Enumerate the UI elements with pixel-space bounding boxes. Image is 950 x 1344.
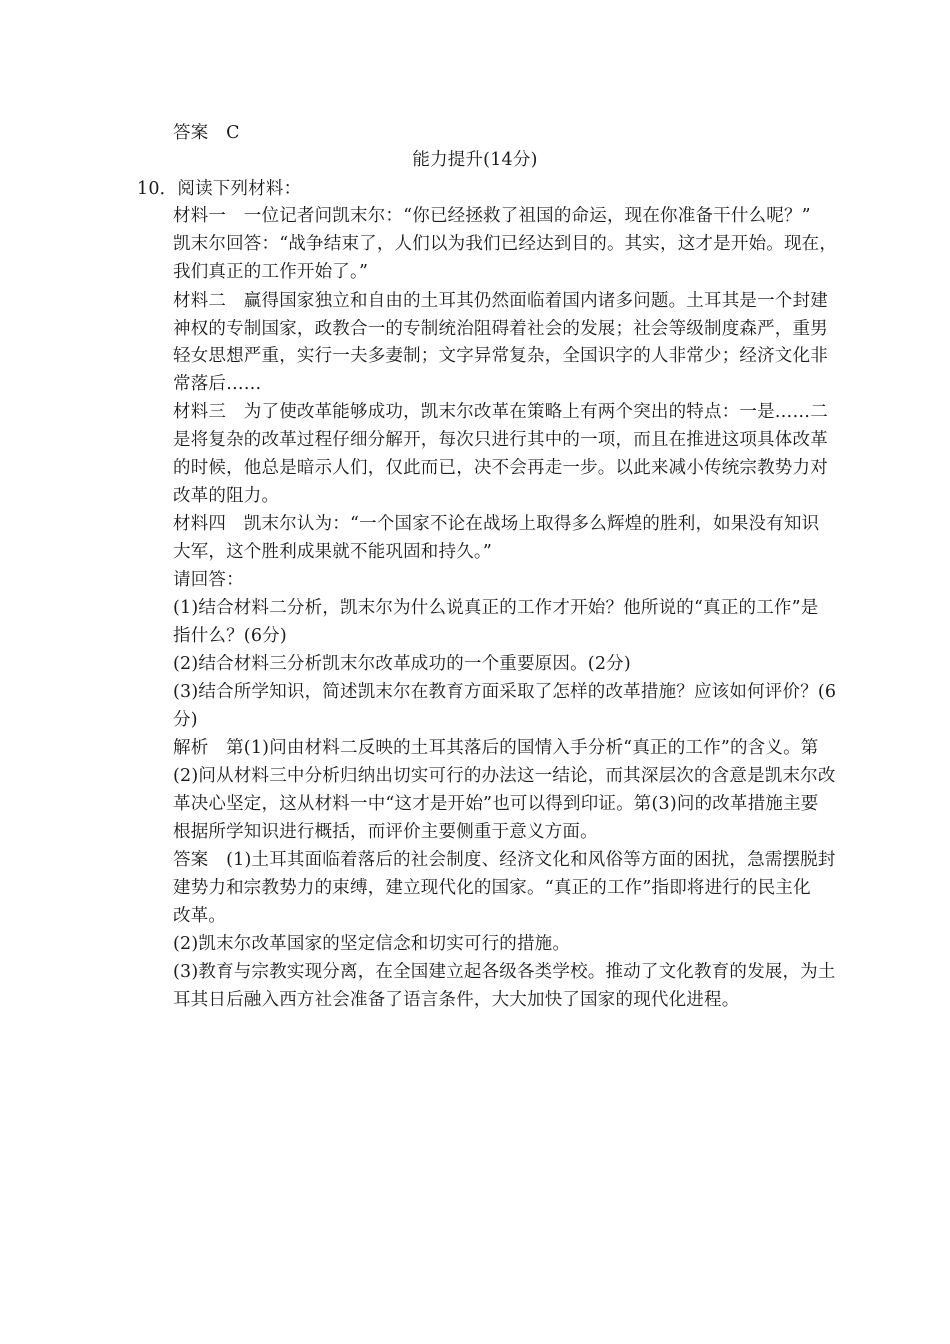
- answer-line: 建势力和宗教势力的束缚，建立现代化的国家。“真正的工作”指即将进行的民主化: [173, 878, 811, 898]
- sub-question-line: (3)结合所学知识，简述凯末尔在教育方面采取了怎样的改革措施？应该如何评价？(6: [173, 682, 837, 702]
- answer-line: 答案 (1)土耳其面临着落后的社会制度、经济文化和风俗等方面的困扰，急需摆脱封: [173, 850, 836, 870]
- question-number-intro: 10．阅读下列材料：: [137, 179, 302, 199]
- material4-line: 材料四 凯末尔认为：“一个国家不论在战场上取得多么辉煌的胜利，如果没有知识: [173, 514, 820, 534]
- sub-question-line: 分): [173, 710, 198, 730]
- analysis-line: 解析 第(1)问由材料二反映的土耳其落后的国情入手分析“真正的工作”的含义。第: [173, 738, 819, 758]
- answer-prompt: 请回答：: [173, 570, 244, 590]
- sub-question-line: (1)结合材料二分析，凯末尔为什么说真正的工作才开始？他所说的“真正的工作”是: [173, 598, 819, 618]
- material1-line: 材料一 一位记者问凯末尔：“你已经拯救了祖国的命运，现在你准备干什么呢？”: [173, 206, 811, 226]
- material2-line: 材料二 赢得国家独立和自由的土耳其仍然面临着国内诸多问题。土耳其是一个封建: [173, 291, 828, 311]
- answer-line: (3)教育与宗教实现分离，在全国建立起各级各类学校。推动了文化教育的发展，为土: [173, 962, 836, 982]
- previous-answer: 答案 C: [173, 123, 240, 143]
- material3-line: 材料三 为了使改革能够成功，凯末尔改革在策略上有两个突出的特点：一是……二: [173, 402, 828, 422]
- analysis-line: 革决心坚定，这从材料一中“这才是开始”也可以得到印证。第(3)问的改革措施主要: [173, 794, 819, 814]
- material2-line: 神权的专制国家，政教合一的专制统治阻碍着社会的发展；社会等级制度森严，重男: [173, 319, 828, 339]
- material1-line: 凯末尔回答：“战争结束了，人们以为我们已经达到目的。其实，这才是开始。现在，: [173, 234, 838, 254]
- sub-question-line: 指什么？(6分): [173, 626, 287, 646]
- section-title: 能力提升(14分): [412, 150, 538, 170]
- material2-line: 常落后……: [173, 374, 262, 394]
- analysis-line: (2)问从材料三中分析归纳出切实可行的办法这一结论，而其深层次的含意是凯末尔改: [173, 766, 836, 786]
- material2-line: 轻女思想严重，实行一夫多妻制；文字异常复杂，全国识字的人非常少；经济文化非: [173, 346, 828, 366]
- answer-line: 改革。: [173, 906, 227, 926]
- answer-line: 耳其日后融入西方社会准备了语言条件，大大加快了国家的现代化进程。: [173, 990, 740, 1010]
- material3-line: 的时候，他总是暗示人们，仅此而已，决不会再走一步。以此来减小传统宗教势力对: [173, 458, 828, 478]
- material3-line: 是将复杂的改革过程仔细分解开，每次只进行其中的一项，而且在推进这项具体改革: [173, 430, 828, 450]
- answer-line: (2)凯末尔改革国家的坚定信念和切实可行的措施。: [173, 934, 571, 954]
- material4-line: 大军，这个胜利成果就不能巩固和持久。”: [173, 542, 492, 562]
- sub-question-line: (2)结合材料三分析凯末尔改革成功的一个重要原因。(2分): [173, 654, 631, 674]
- material3-line: 改革的阻力。: [173, 486, 280, 506]
- analysis-line: 根据所学知识进行概括，而评价主要侧重于意义方面。: [173, 822, 598, 842]
- material1-line: 我们真正的工作开始了。”: [173, 262, 369, 282]
